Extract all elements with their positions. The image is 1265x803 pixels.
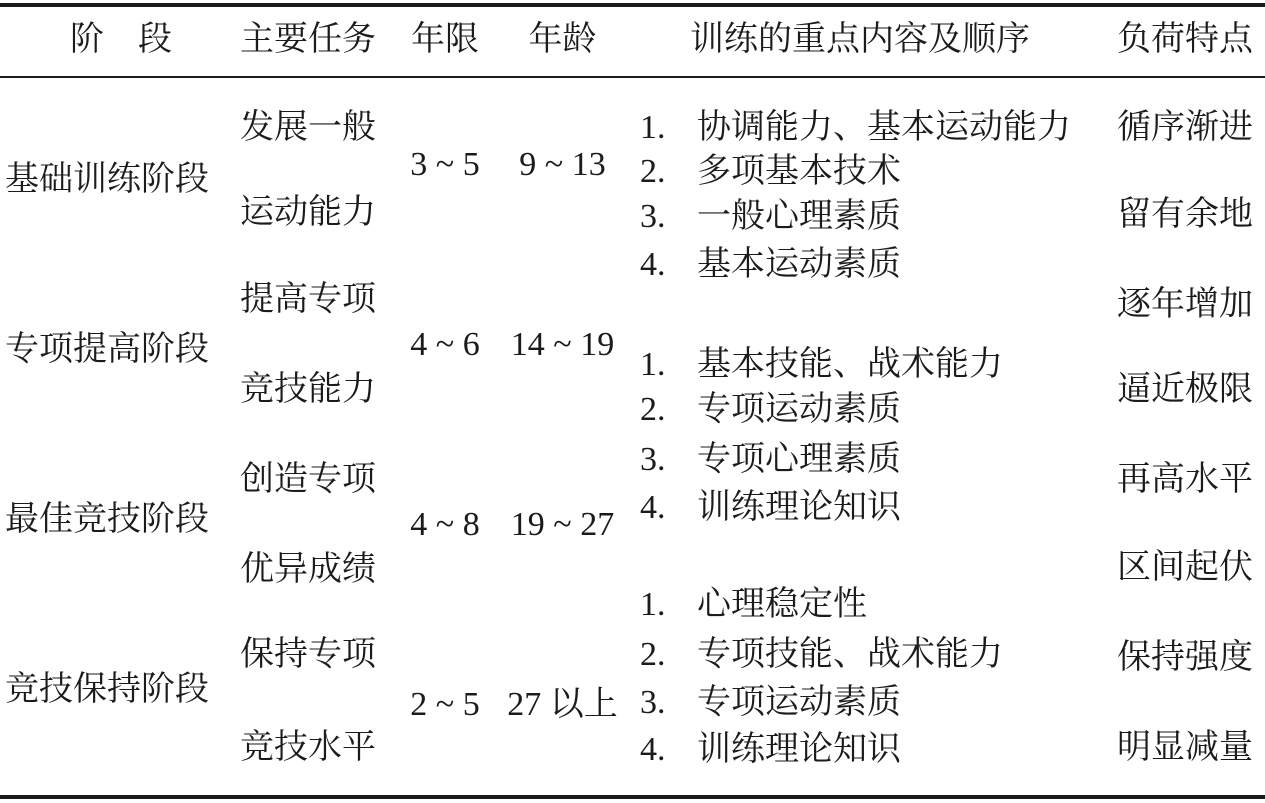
- stage-years: 3 ~ 5: [410, 146, 480, 183]
- stage-age: 14 ~ 19: [510, 326, 615, 363]
- header-years: 年限: [411, 21, 479, 58]
- load-feature: 保持强度: [1117, 639, 1253, 676]
- table-header-rule: [0, 76, 1265, 78]
- stage-name: 基础训练阶段: [5, 161, 209, 198]
- content-item-number: 4.: [640, 731, 666, 768]
- stage-age: 19 ~ 27: [510, 506, 615, 543]
- content-item-text: 专项心理素质: [697, 441, 901, 478]
- content-item-text: 专项运动素质: [697, 391, 901, 428]
- content-item-number: 3.: [640, 441, 666, 478]
- load-feature: 区间起伏: [1117, 549, 1253, 586]
- content-item-text: 训练理论知识: [697, 731, 901, 768]
- content-item-text: 专项技能、战术能力: [697, 636, 1003, 673]
- content-item-number: 3.: [640, 684, 666, 721]
- load-feature: 逐年增加: [1117, 286, 1253, 323]
- header-task: 主要任务: [240, 21, 376, 58]
- stage-name: 最佳竞技阶段: [5, 501, 209, 538]
- stage-task: 竞技能力: [240, 371, 376, 408]
- stage-task: 优异成绩: [240, 551, 376, 588]
- content-item-text: 基本技能、战术能力: [697, 346, 1003, 383]
- content-item-text: 专项运动素质: [697, 684, 901, 721]
- content-item-number: 1.: [640, 586, 666, 623]
- content-item-number: 2.: [640, 391, 666, 428]
- stage-years: 2 ~ 5: [410, 686, 480, 723]
- load-feature: 循序渐进: [1117, 109, 1253, 146]
- header-age: 年龄: [528, 21, 597, 58]
- content-item-number: 1.: [640, 346, 666, 383]
- stage-task: 创造专项: [240, 461, 376, 498]
- stage-task: 竞技水平: [240, 729, 376, 766]
- content-item-number: 4.: [640, 489, 666, 526]
- content-item-text: 训练理论知识: [697, 489, 901, 526]
- content-item-text: 多项基本技术: [697, 153, 901, 190]
- stage-task: 保持专项: [240, 636, 376, 673]
- load-feature: 明显减量: [1117, 729, 1253, 766]
- content-item-number: 1.: [640, 109, 666, 146]
- content-item-number: 3.: [640, 198, 666, 235]
- stage-age: 9 ~ 13: [519, 146, 606, 183]
- content-item-number: 2.: [640, 636, 666, 673]
- content-item-number: 2.: [640, 153, 666, 190]
- header-load: 负荷特点: [1117, 21, 1253, 58]
- stage-task: 提高专项: [240, 281, 376, 318]
- table-bottom-rule: [0, 795, 1265, 799]
- load-feature: 留有余地: [1117, 196, 1253, 233]
- content-item-text: 一般心理素质: [697, 198, 901, 235]
- stage-age: 27 以上: [507, 686, 618, 723]
- table-top-rule: [0, 3, 1265, 7]
- load-feature: 再高水平: [1117, 461, 1253, 498]
- header-stage: 阶 段: [70, 21, 172, 58]
- stage-task: 运动能力: [240, 194, 376, 231]
- stage-years: 4 ~ 8: [410, 506, 480, 543]
- content-item-number: 4.: [640, 246, 666, 283]
- content-item-text: 协调能力、基本运动能力: [697, 109, 1071, 146]
- stage-years: 4 ~ 6: [410, 326, 480, 363]
- load-feature: 逼近极限: [1117, 371, 1253, 408]
- stage-name: 专项提高阶段: [5, 331, 209, 368]
- stage-name: 竞技保持阶段: [5, 671, 209, 708]
- content-item-text: 心理稳定性: [697, 586, 867, 623]
- content-item-text: 基本运动素质: [697, 246, 901, 283]
- stage-task: 发展一般: [240, 109, 376, 146]
- header-content: 训练的重点内容及顺序: [690, 21, 1030, 58]
